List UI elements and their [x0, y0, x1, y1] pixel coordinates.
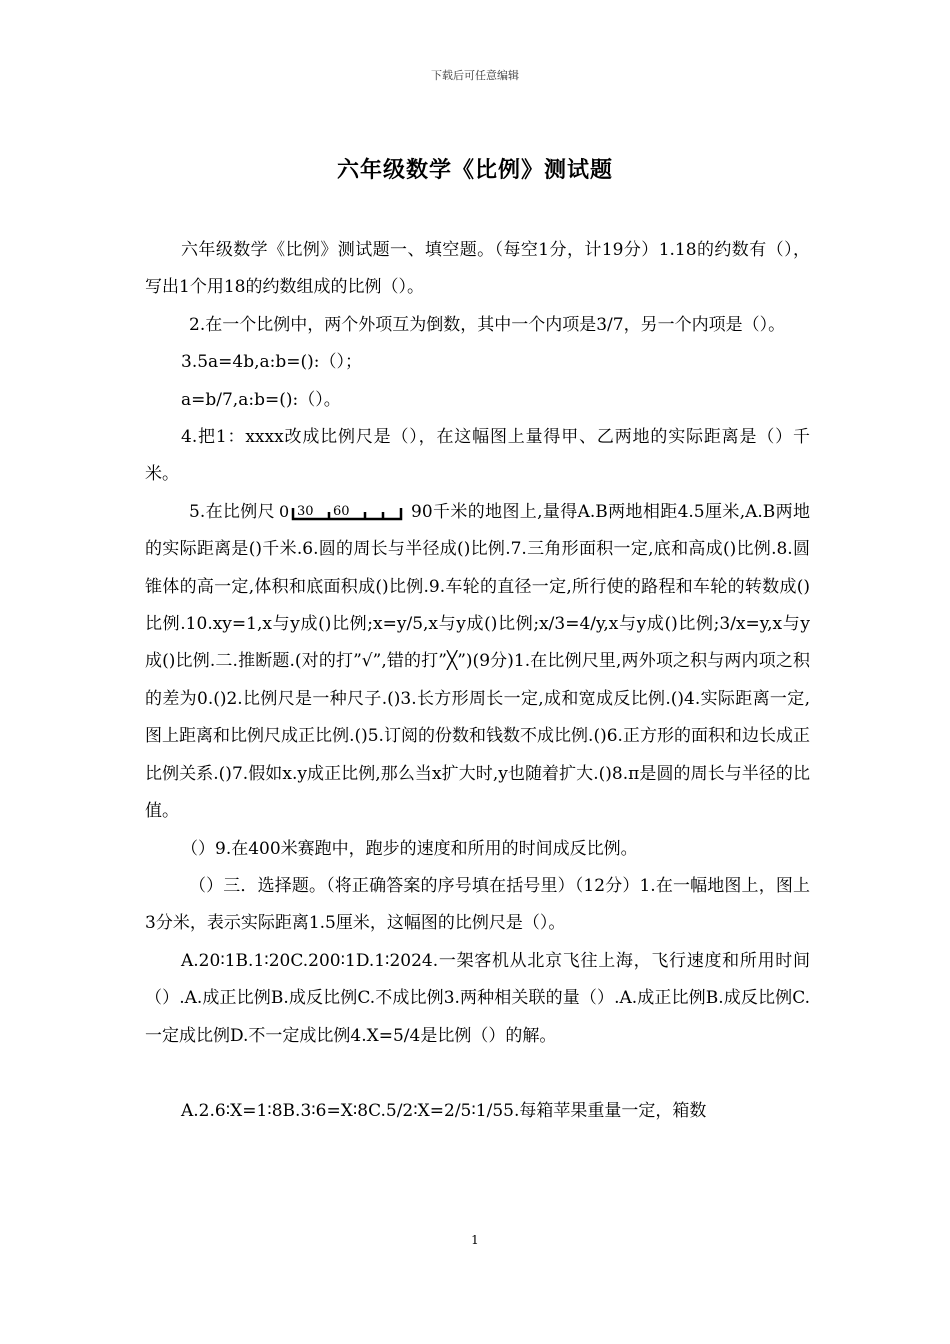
- paragraph-1: 六年级数学《比例》测试题一、填空题。（每空1分，计19分）1.18的约数有（），写出1个用18的约数组成的比例（）。: [145, 240, 810, 298]
- paragraph-6: [145, 494, 810, 831]
- page-number: 1: [471, 1233, 479, 1247]
- paragraph-2: 2.在一个比例中，两个外项互为倒数，其中一个内项是3/7，另一个内项是（）。: [189, 314, 786, 335]
- paragraph-3: 3.5a=4b,a:b=():（）；: [181, 352, 362, 373]
- paragraph-4: a=b/7,a:b=():（）。: [181, 389, 341, 410]
- scale-bar: [277, 500, 409, 524]
- paragraph-7: （）9.在400米赛跑中，跑步的速度和所用的时间成反比例。: [181, 838, 638, 859]
- scale-label-90: 90: [411, 501, 433, 522]
- paragraph-5: 4.把1：xxxx改成比例尺是（），在这幅图上量得甲、乙两地的实际距离是（）千米。: [145, 427, 810, 485]
- paragraph-10: A.2.6∶X=1∶8B.3∶6=X∶8C.5/2∶X=2/5∶1/55.每箱苹果重量一定，箱数: [181, 1100, 707, 1121]
- page-header: 下载后可任意编辑: [431, 69, 519, 82]
- paragraph-6-rest: 千米的地图上,量得A.B两地相距4.5厘米,A.B两地的实际距离是()千米.6.圆的周长与半径成()比例.7.三角形面积一定,底和高成()比例.8.圆锥体的高一定,体积和底面积成()比例.9.车轮的直径一定,所行使的路程和车轮的转数成()比例.10.xy=1,x与y成()比例;x=y/5,x与y成()比例;x/3=4/y,x与y成()比例;3/x=y,x与y成()比例.二.推断题.(对的打”√”,错的打”╳”)(9分)1.在比例尺里,两外项之积与两内项之积的差为0.()2.比例尺是一种尺子.()3.长方形周长一定,成和宽成反比例.()4.实际距离一定,图上距离和比例尺成正比例.()5.订阅的份数和钱数不成比例.()6.正方形的面积和边长成正比例关系.()7.假如x.y成正比例,那么当x扩大时,y也随着扩大.()8.π是圆的周长与半径的比值。: [145, 501, 810, 822]
- document-title: 六年级数学《比例》测试题: [336, 157, 613, 183]
- paragraph-8: （）三．选择题。（将正确答案的序号填在括号里）（12分）1.在一幅地图上，图上3分米，表示实际距离1.5厘米，这幅图的比例尺是（）。: [145, 875, 810, 934]
- paragraph-9: A.20∶1B.1∶20C.200∶1D.1∶2024.一架客机从北京飞往上海，飞行速度和所用时间（）.A.成正比例B.成反比例C.不成比例3.两种相关联的量（）.A.成正比例B.成反比例C.一定成比例D.不一定成比例4.X=5/4是比例（）的解。: [145, 950, 810, 1046]
- scale-label-30: 30: [297, 504, 314, 520]
- scale-label-60: 60: [333, 504, 350, 520]
- paragraph-6-prefix: 5.在比例尺: [189, 501, 276, 522]
- spacer: [145, 1055, 810, 1093]
- document-body: [145, 232, 810, 1130]
- scale-label-0: 0: [279, 502, 290, 522]
